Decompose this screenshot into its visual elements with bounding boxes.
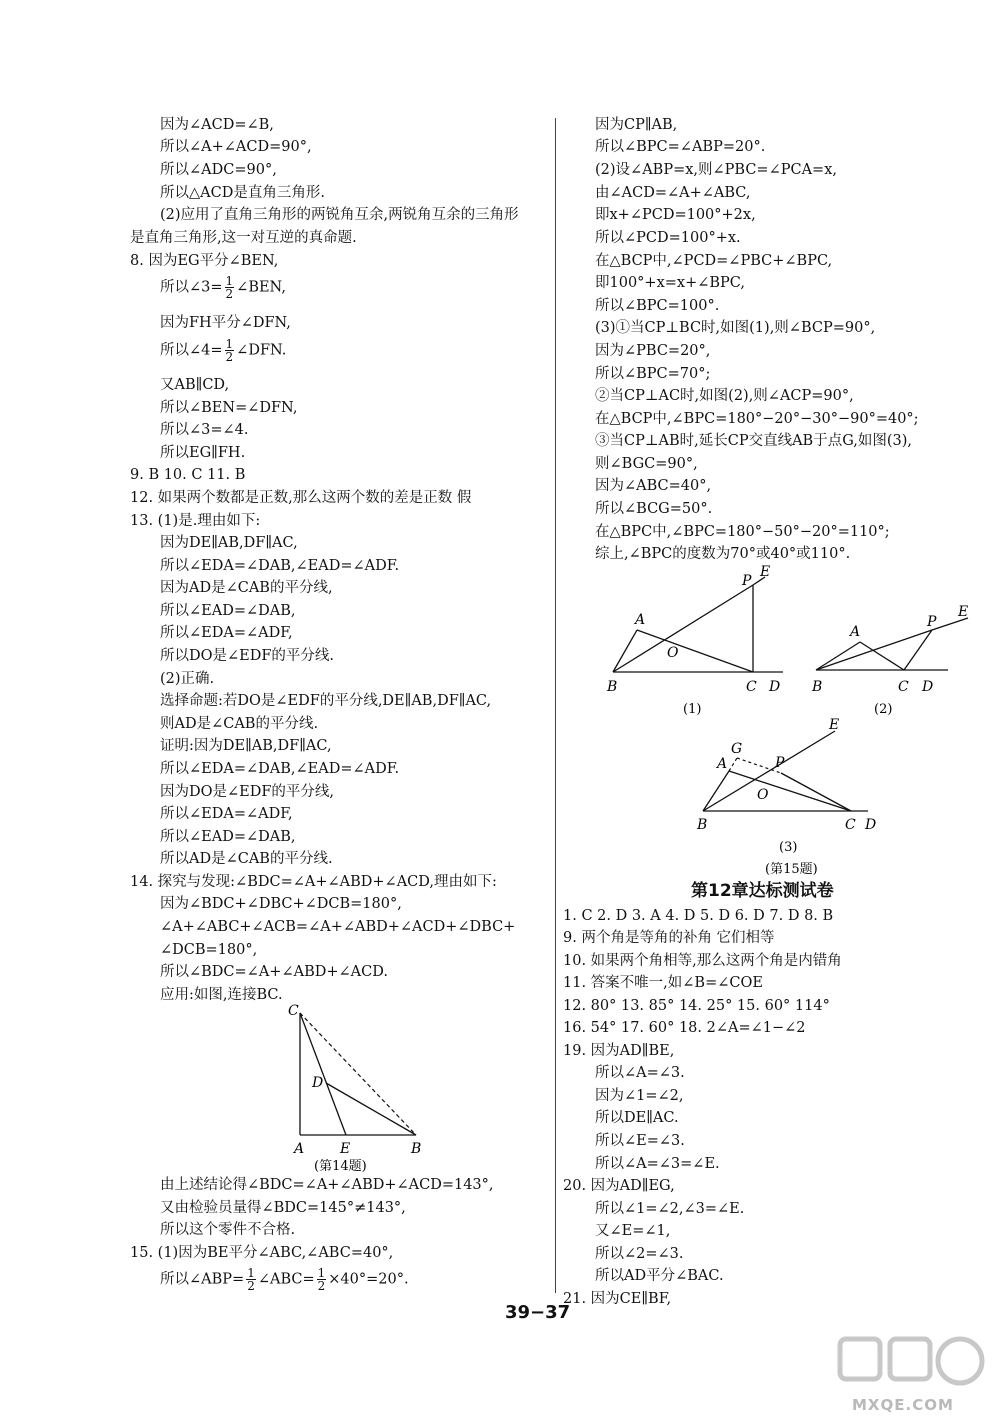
text-line: 所以AD平分∠BAC. (595, 1268, 724, 1284)
figure-14 (280, 1003, 430, 1173)
text-line: 在△BCP中,∠PCD=∠PBC+∠BPC, (595, 253, 833, 269)
label-A: A (635, 612, 646, 628)
text-line: 所以∠ADC=90°, (160, 162, 277, 178)
figure-15-3 (693, 715, 893, 880)
figure-15-caption: (第15题) (765, 862, 818, 877)
text-line: 所以∠BPC=100°. (595, 298, 720, 314)
label-P: P (742, 573, 752, 589)
page-number: 39−37 (505, 1302, 571, 1323)
text-line: 因为DO是∠EDF的平分线, (160, 784, 335, 800)
text-line: 即x+∠PCD=100°+2x, (595, 207, 756, 223)
text-line: 19. 因为AD∥BE, (563, 1043, 675, 1059)
text-line: 在△BPC中,∠BPC=180°−50°−20°=110°; (595, 524, 890, 540)
figure-15-2 (808, 560, 983, 720)
label-D: D (865, 817, 877, 833)
text-line: 因为∠BDC+∠DBC+∠DCB=180°, (160, 896, 402, 912)
column-divider (555, 118, 556, 1293)
text-line-fraction: 所以∠ABP= $\frac{1}{2}$ ∠ABC= $\frac{1}{2}$ ×40°=20°. (160, 1266, 409, 1293)
label-O: O (667, 645, 679, 661)
text-line: 21. 因为CE∥BF, (563, 1291, 672, 1307)
text-line: 所以△ACD是直角三角形. (160, 185, 325, 201)
text-line: 综上,∠BPC的度数为70°或40°或110°. (595, 546, 851, 562)
text-line: 因为DE∥AB,DF∥AC, (160, 535, 298, 551)
text-line: 13. (1)是.理由如下: (130, 513, 261, 529)
text-line: 15. (1)因为BE平分∠ABC,∠ABC=40°, (130, 1245, 394, 1261)
label-A: A (294, 1141, 305, 1157)
text-line: 12. 如果两个数都是正数,那么这两个数的差是正数 假 (130, 490, 472, 506)
text-line: 所以∠BPC=70°; (595, 366, 711, 382)
text-line: 所以∠EAD=∠DAB, (160, 829, 296, 845)
text-line: 8. 因为EG平分∠BEN, (130, 253, 279, 269)
text-line: 所以这个零件不合格. (160, 1222, 296, 1238)
label-B: B (411, 1141, 422, 1157)
text-line: 所以∠BPC=∠ABP=20°. (595, 139, 766, 155)
label-E: E (760, 564, 771, 580)
text-line: 是直角三角形,这一对互逆的真命题. (130, 230, 357, 246)
text-line: 所以EG∥FH. (160, 445, 246, 461)
text-line: 因为FH平分∠DFN, (160, 315, 291, 331)
text-line: 所以∠E=∠3. (595, 1133, 685, 1149)
text-line: ②当CP⊥AC时,如图(2),则∠ACP=90°, (595, 388, 854, 404)
text-line: 因为AD是∠CAB的平分线, (160, 580, 333, 596)
text-line: 又AB∥CD, (160, 377, 230, 393)
text-line: 14. 探究与发现:∠BDC=∠A+∠ABD+∠ACD,理由如下: (130, 874, 497, 890)
text-line: 又由检验员量得∠BDC=145°≠143°, (160, 1200, 406, 1216)
label-C: C (288, 1003, 299, 1019)
watermark-text: MXQE.COM (852, 1396, 954, 1414)
label-D: D (922, 679, 934, 695)
text-line: 证明:因为DE∥AB,DF∥AC, (160, 738, 332, 754)
figure-15-1 (603, 560, 793, 720)
figure-2-caption: (2) (874, 702, 893, 717)
label-A: A (717, 756, 728, 772)
label-E: E (829, 717, 840, 733)
text-line: 所以∠PCD=100°+x. (595, 230, 741, 246)
text-line: 因为∠ABC=40°, (595, 478, 712, 494)
fraction: $\frac{1}{2}$ (225, 337, 234, 364)
label-P: P (775, 755, 785, 771)
text-line: 所以∠EAD=∠DAB, (160, 603, 296, 619)
text-line: ∠DCB=180°, (160, 942, 258, 958)
text-line: (2)设∠ABP=x,则∠PBC=∠PCA=x, (595, 162, 837, 178)
fraction: $\frac{1}{2}$ (317, 1266, 326, 1293)
text-line: 所以∠EDA=∠DAB,∠EAD=∠ADF. (160, 558, 400, 574)
text-line: 所以∠EDA=∠ADF, (160, 625, 293, 641)
label-O: O (757, 787, 769, 803)
text-line: 由∠ACD=∠A+∠ABC, (595, 185, 751, 201)
label-C: C (898, 679, 909, 695)
text-line: 所以∠EDA=∠ADF, (160, 806, 293, 822)
section-title: 第12章达标测试卷 (691, 881, 834, 901)
figure-14-caption: (第14题) (314, 1159, 367, 1173)
label-C: C (845, 817, 856, 833)
label-B: B (607, 679, 618, 695)
fraction: $\frac{1}{2}$ (225, 274, 234, 301)
text-line: 应用:如图,连接BC. (160, 987, 283, 1003)
label-C: C (746, 679, 757, 695)
text-line-fraction: 所以∠3= $\frac{1}{2}$ ∠BEN, (160, 274, 286, 301)
text-line: 所以∠BCG=50°. (595, 501, 713, 517)
text-line: ③当CP⊥AB时,延长CP交直线AB于点G,如图(3), (595, 433, 913, 449)
text-line: 所以∠A=∠3=∠E. (595, 1156, 720, 1172)
text-line: 10. 如果两个角相等,那么这两个角是内错角 (563, 953, 842, 969)
text-line: 所以∠1=∠2,∠3=∠E. (595, 1201, 745, 1217)
text-line: 所以∠BDC=∠A+∠ABD+∠ACD. (160, 964, 388, 980)
text-line: (3)①当CP⊥BC时,如图(1),则∠BCP=90°, (595, 320, 876, 336)
text-line: 9. B 10. C 11. B (130, 467, 246, 483)
text-line: 由上述结论得∠BDC=∠A+∠ABD+∠ACD=143°, (160, 1177, 494, 1193)
text-line: 在△BCP中,∠BPC=180°−20°−30°−90°=40°; (595, 411, 919, 427)
text-line: 所以∠EDA=∠DAB,∠EAD=∠ADF. (160, 761, 400, 777)
text-line: 则AD是∠CAB的平分线. (160, 716, 319, 732)
text-line: 所以∠2=∠3. (595, 1246, 684, 1262)
text-line: 所以∠BEN=∠DFN, (160, 400, 298, 416)
figure-1-caption: (1) (683, 702, 702, 717)
text-line: 16. 54° 17. 60° 18. 2∠A=∠1−∠2 (563, 1020, 806, 1036)
text-line: 20. 因为AD∥EG, (563, 1178, 675, 1194)
label-D: D (769, 679, 781, 695)
text-line: 又∠E=∠1, (595, 1223, 671, 1239)
text-line: 9. 两个角是等角的补角 它们相等 (563, 930, 775, 946)
text-line: (2)应用了直角三角形的两锐角互余,两锐角互余的三角形 (160, 207, 519, 223)
text-line: 所以∠3=∠4. (160, 422, 249, 438)
label-E: E (340, 1141, 351, 1157)
fraction: $\frac{1}{2}$ (247, 1266, 255, 1293)
text-line: 因为∠1=∠2, (595, 1088, 684, 1104)
text-line: 所以AD是∠CAB的平分线. (160, 851, 333, 867)
text-line: 因为CP∥AB, (595, 117, 678, 133)
text-line: 所以∠A+∠ACD=90°, (160, 139, 312, 155)
text-line: (2)正确. (160, 671, 215, 687)
label-B: B (812, 679, 823, 695)
label-B: B (697, 817, 708, 833)
label-E: E (958, 604, 969, 620)
text-line: 则∠BGC=90°, (595, 456, 698, 472)
label-G: G (731, 741, 743, 757)
label-A: A (850, 624, 861, 640)
text-line: ∠A+∠ABC+∠ACB=∠A+∠ABD+∠ACD+∠DBC+ (160, 919, 516, 935)
text-line: 所以DE∥AC. (595, 1110, 679, 1126)
label-D: D (312, 1075, 324, 1091)
text-line: 即100°+x=x+∠BPC, (595, 275, 745, 291)
text-line: 因为∠ACD=∠B, (160, 117, 274, 133)
text-line: 1. C 2. D 3. A 4. D 5. D 6. D 7. D 8. B (563, 908, 834, 924)
text-line: 选择命题:若DO是∠EDF的平分线,DE∥AB,DF∥AC, (160, 693, 492, 709)
text-line-fraction: 所以∠4= $\frac{1}{2}$ ∠DFN. (160, 337, 287, 364)
label-P: P (927, 614, 937, 630)
text-line: 所以∠A=∠3. (595, 1065, 685, 1081)
text-line: 11. 答案不唯一,如∠B=∠COE (563, 975, 763, 991)
figure-3-caption: (3) (779, 840, 798, 855)
text-line: 所以DO是∠EDF的平分线. (160, 648, 335, 664)
text-line: 12. 80° 13. 85° 14. 25° 15. 60° 114° (563, 998, 830, 1014)
text-line: 因为∠PBC=20°, (595, 343, 711, 359)
